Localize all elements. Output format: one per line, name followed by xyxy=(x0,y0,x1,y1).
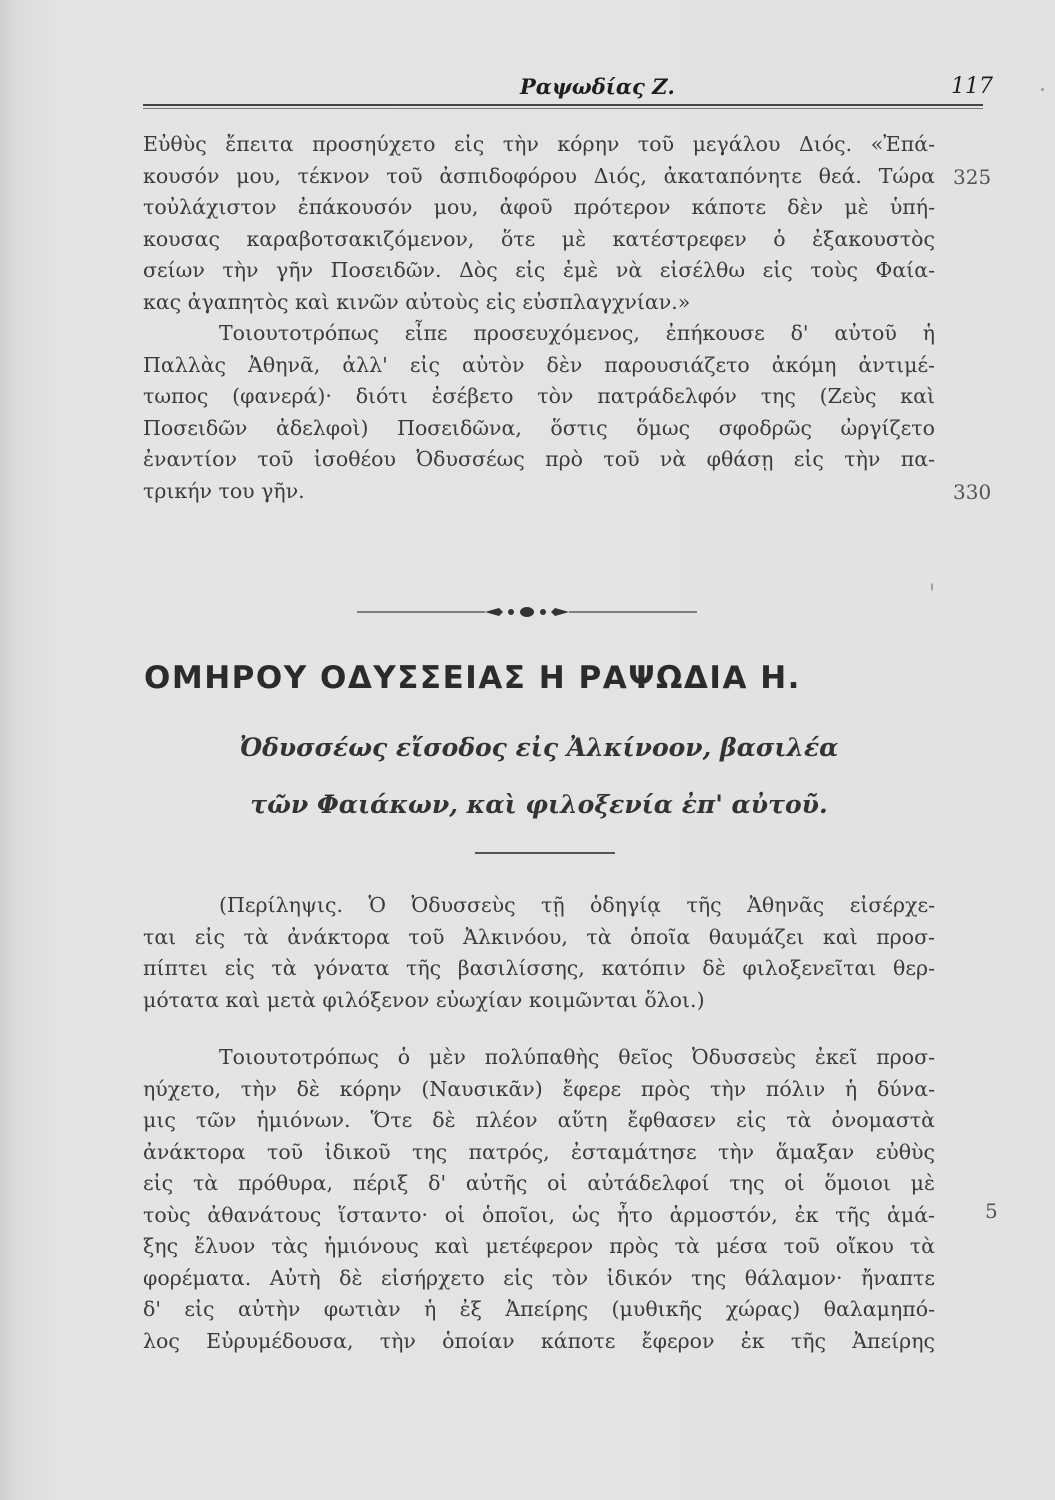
text-line: Παλλὰς Ἀθηνᾶ, ἀλλ' εἰς αὐτὸν δὲν παρουσιάζετο ἀκόμη ἀντιμέ- xyxy=(143,352,935,377)
text-line: ηύχετο, τὴν δὲ κόρην (Ναυσικᾶν) ἔφερε πρὸς τὴν πόλιν ἡ δύνα- xyxy=(143,1076,935,1101)
text-line: φορέματα. Αὐτὴ δὲ εἰσήρχετο εἰς τὸν ἰδικόν της θάλαμον· ἤναπτε xyxy=(143,1265,935,1290)
text-line: ἀνάκτορα τοῦ ἰδικοῦ της πατρός, ἐσταμάτησε τὴν ἅμαξαν εὐθὺς xyxy=(143,1139,935,1164)
running-head xyxy=(0,74,1055,104)
line-number-325: 325 xyxy=(953,165,992,189)
passage-2 xyxy=(143,1042,935,1357)
text-line: εἰς τὰ πρόθυρα, πέριξ δ' αὐτῆς οἱ αὐτάδελφοί της οἱ ὅμοιοι μὲ xyxy=(143,1171,935,1195)
chapter-subtitle-line-2: τῶν Φαιάκων, καὶ φιλοξενία ἐπ' αὐτοῦ. xyxy=(250,790,828,819)
summary xyxy=(143,890,935,1016)
paper-speck xyxy=(931,583,933,591)
text-line: τοὺς ἀθανάτους ἵσταντο· οἱ ὁποῖοι, ὡς ἦτο ἁρμοστόν, ἐκ τῆς ἁμά- xyxy=(143,1202,935,1227)
running-head-title: Ραψωδίας Ζ. xyxy=(520,74,675,99)
header-rule xyxy=(143,104,983,109)
text-line: Τοιουτοτρόπως εἶπε προσευχόμενος, ἐπήκουσε δ' αὐτοῦ ἡ xyxy=(219,321,935,345)
ornament-divider xyxy=(357,602,697,622)
passage-1 xyxy=(143,129,935,507)
text-line: μότατα καὶ μετὰ φιλόξενον εὐωχίαν κοιμῶνται ὅλοι.) xyxy=(143,987,705,1012)
line-number-330: 330 xyxy=(953,480,992,504)
text-line: ἐναντίον τοῦ ἰσοθέου Ὀδυσσέως πρὸ τοῦ νὰ φθάσῃ εἰς τὴν πα- xyxy=(143,447,935,471)
paper-speck xyxy=(1041,88,1044,91)
text-line: Ποσειδῶν ἀδελφοὶ) Ποσειδῶνα, ὅστις ὅμως σφοδρῶς ὠργίζετο xyxy=(143,415,935,440)
text-line: σείων τὴν γῆν Ποσειδῶν. Δὸς εἰς ἐμὲ νὰ εἰσέλθω εἰς τοὺς Φαία- xyxy=(143,258,935,282)
text-line: λος Εὐρυμέδουσα, τὴν ὁποίαν κάποτε ἔφερον ἐκ τῆς Ἀπείρης xyxy=(143,1328,935,1353)
chapter-heading: ΟΜΗΡΟΥ ΟΔΥΣΣΕΙΑΣ Η ΡΑΨΩΔΙΑ Η. xyxy=(144,660,801,696)
text-line: Εὐθὺς ἔπειτα προσηύχετο εἰς τὴν κόρην τοῦ μεγάλου Διός. «Ἐπά- xyxy=(143,132,935,156)
text-line: Τοιουτοτρόπως ὁ μὲν πολύπαθὴς θεῖος Ὀδυσσεὺς ἐκεῖ προσ- xyxy=(219,1045,935,1069)
text-line: πίπτει εἰς τὰ γόνατα τῆς βασιλίσσης, κατόπιν δὲ φιλοξενεῖται θερ- xyxy=(143,956,935,980)
text-line: μις τῶν ἡμιόνων. Ὅτε δὲ πλέον αὕτη ἔφθασεν εἰς τὰ ὀνομαστὰ xyxy=(143,1108,935,1132)
text-line: ται εἰς τὰ ἀνάκτορα τοῦ Ἀλκινόου, τὰ ὁποῖα θαυμάζει καὶ προσ- xyxy=(143,924,935,949)
text-line: τρικήν του γῆν. xyxy=(143,478,305,503)
chapter-subtitle-line-1: Ὀδυσσέως εἴσοδος εἰς Ἀλκίνοον, βασιλέα xyxy=(239,733,839,762)
text-line: (Περίληψις. Ὁ Ὀδυσσεὺς τῇ ὁδηγίᾳ τῆς Ἀθηνᾶς εἰσέρχε- xyxy=(219,893,935,917)
text-line: τοὐλάχιστον ἐπάκουσόν μου, ἀφοῦ πρότερον κάποτε δὲν μὲ ὑπή- xyxy=(143,195,935,219)
page-number: 117 xyxy=(951,74,993,99)
text-line: κουσας καραβοτσακιζόμενον, ὅτε μὲ κατέστρεφεν ὁ ἐξακουστὸς xyxy=(143,226,935,251)
text-line: κας ἀγαπητὸς καὶ κινῶν αὐτοὺς εἰς εὐσπλαγχνίαν.» xyxy=(143,289,691,314)
subtitle-rule xyxy=(475,852,615,854)
line-number-5: 5 xyxy=(985,1199,998,1223)
text-line: κουσόν μου, τέκνον τοῦ ἀσπιδοφόρου Διός, ἀκαταπόνητε θεά. Τώρα xyxy=(143,163,935,188)
text-line: ξης ἔλυον τὰς ἡμιόνους καὶ μετέφερον πρὸς τὰ μέσα τοῦ οἴκου τὰ xyxy=(143,1234,935,1258)
text-line: δ' εἰς αὐτὴν φωτιὰν ἡ ἐξ Ἀπείρης (μυθικῆς χώρας) θαλαμηπό- xyxy=(143,1297,935,1321)
text-line: τωπος (φανερά)· διότι ἐσέβετο τὸν πατράδελφόν της (Ζεὺς καὶ xyxy=(143,384,935,408)
